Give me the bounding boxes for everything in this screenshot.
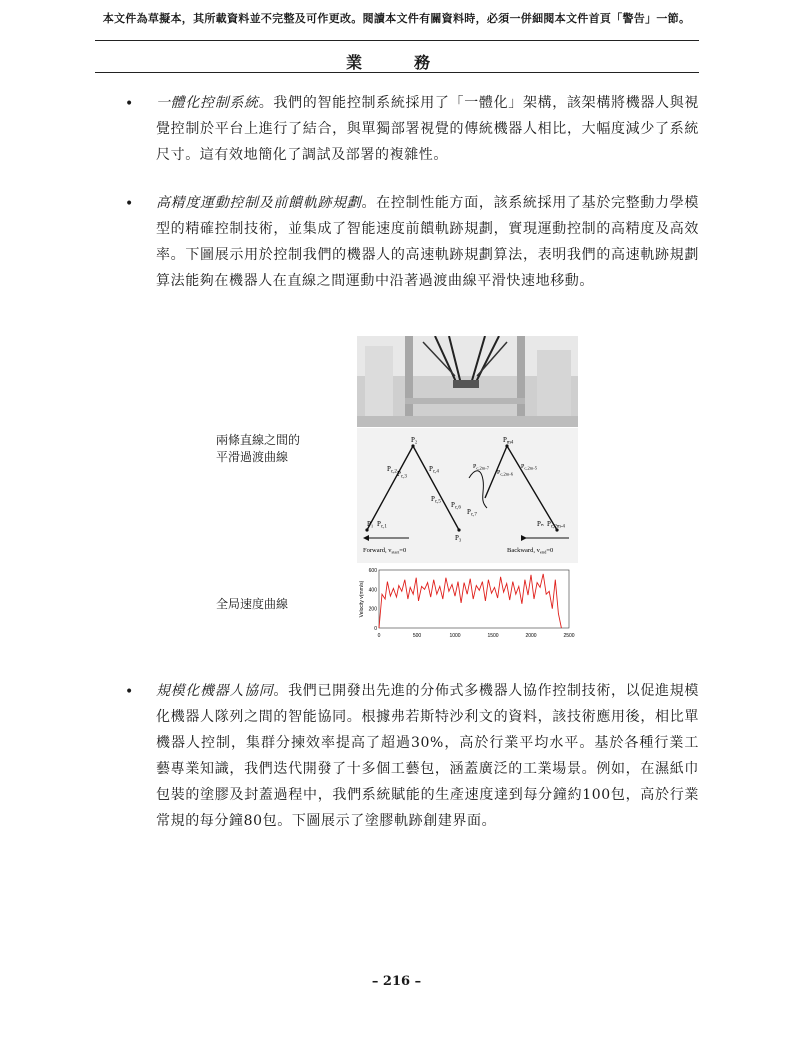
section-title: 業 務 [345, 53, 448, 72]
y-axis-label: Velocity v(mm/s) [359, 580, 365, 618]
point-label: $P_{c,4}$ [429, 465, 439, 475]
y-tick-label: 400 [368, 587, 377, 594]
bullet-paragraph-integrated-control [156, 90, 699, 168]
bullet-paragraph-robot-coordination [156, 678, 699, 834]
x-tick-label: 0 [377, 633, 381, 639]
bullet-lead: 高精度運動控制及前饋軌跡規劃 [156, 195, 362, 211]
x-tick-label: 500 [412, 633, 422, 639]
trajectory-diagram [357, 428, 578, 563]
y-tick-label: 0 [374, 626, 377, 632]
bullet-paragraph-motion-control [156, 190, 699, 294]
x-tick-label: 2500 [563, 633, 575, 639]
bullet-lead: 規模化機器人協同 [156, 683, 274, 699]
bullet-body: 。在控制性能方面，該系統採用了基於完整動力學模型的精確控制技術，並集成了智能速度前饋軌跡規劃，實現運動控制的高精度及高效率。下圖展示用於控制我們的機器人的高速軌跡規劃算法，表明我們的高速軌跡規劃算法能夠在機器人在直線之間運動中沿著過渡曲線平滑快速地移動。 [156, 195, 699, 289]
bullet-marker: • [125, 196, 134, 212]
bullet-lead: 一體化控制系統 [156, 95, 259, 111]
y-tick-label: 600 [368, 568, 377, 574]
x-tick-label: 1500 [487, 633, 499, 639]
figure-label-velocity: 全局速度曲線 [216, 597, 289, 611]
point-label: $P_{c,1}$ [377, 520, 387, 530]
point-label: $P_{m4}$ [503, 436, 514, 446]
page-number: – 216 – [371, 974, 422, 989]
point-label: $P_{c,5}$ [431, 495, 441, 505]
point-label: $P_{c,3}$ [397, 470, 407, 480]
label-line: 兩條直線之間的 [216, 433, 301, 447]
point-label: Pₙ [537, 520, 544, 528]
header-rule-top [95, 40, 699, 41]
bullet-marker: • [125, 96, 134, 112]
point-label: $P_{c,2}$ [387, 465, 397, 475]
point-label: $P_{c,6}$ [451, 501, 461, 511]
header-rule-bottom [95, 72, 699, 73]
label-line: 平滑過渡曲線 [216, 450, 289, 464]
backward-label: Backward, $v_{end}=0$ [507, 547, 554, 555]
point-label: $P_{c,2m-6}$ [497, 470, 513, 477]
figure-label-smooth-curve [216, 432, 300, 466]
point-label: P₃ [455, 534, 462, 542]
point-label: $P_{c,2m-7}$ [473, 464, 489, 471]
bullet-marker: • [125, 684, 134, 700]
point-label: $P_{c,2m-4}$ [547, 520, 565, 530]
point-label: P₁ [367, 520, 374, 528]
bullet-body: 。我們的智能控制系統採用了「一體化」架構，該架構將機器人與視覺控制於平台上進行了結合，與單獨部署視覺的傳統機器人相比，大幅度減少了系統尺寸。這有效地簡化了調試及部署的複雜性。 [156, 95, 700, 163]
point-label: $P_{c,2m-5}$ [521, 464, 537, 471]
point-label: P₂ [411, 436, 418, 444]
velocity-chart [357, 567, 578, 642]
point-label: $P_{c,7}$ [467, 508, 477, 518]
x-tick-label: 1000 [449, 633, 461, 639]
x-tick-label: 2000 [525, 633, 537, 639]
robot-photo [357, 336, 578, 427]
bullet-body: 。我們已開發出先進的分佈式多機器人協作控制技術，以促進規模化機器人隊列之間的智能協同。根據弗若斯特沙利文的資料，該技術應用後，相比單機器人控制，集群分揀效率提高了超過30%，高於行業平均水平。基於各種行業工藝專業知識，我們迭代開發了十多個工藝包，涵蓋廣泛的工業場景。例如，在濕紙巾包裝的塗膠及封蓋過程中，我們系統賦能的生產速度達到每分鐘約100包，高於行業常規的每分鐘80包。下圖展示了塗膠軌跡創建界面。 [156, 683, 699, 829]
draft-warning: 本文件為草擬本，其所載資料並不完整及可作更改。閱讀本文件有關資料時，必須一併細閱本文件首頁「警告」一節。 [102, 12, 691, 25]
forward-label: Forward, $v_{start}=0$ [363, 547, 407, 555]
y-tick-label: 200 [368, 606, 377, 613]
